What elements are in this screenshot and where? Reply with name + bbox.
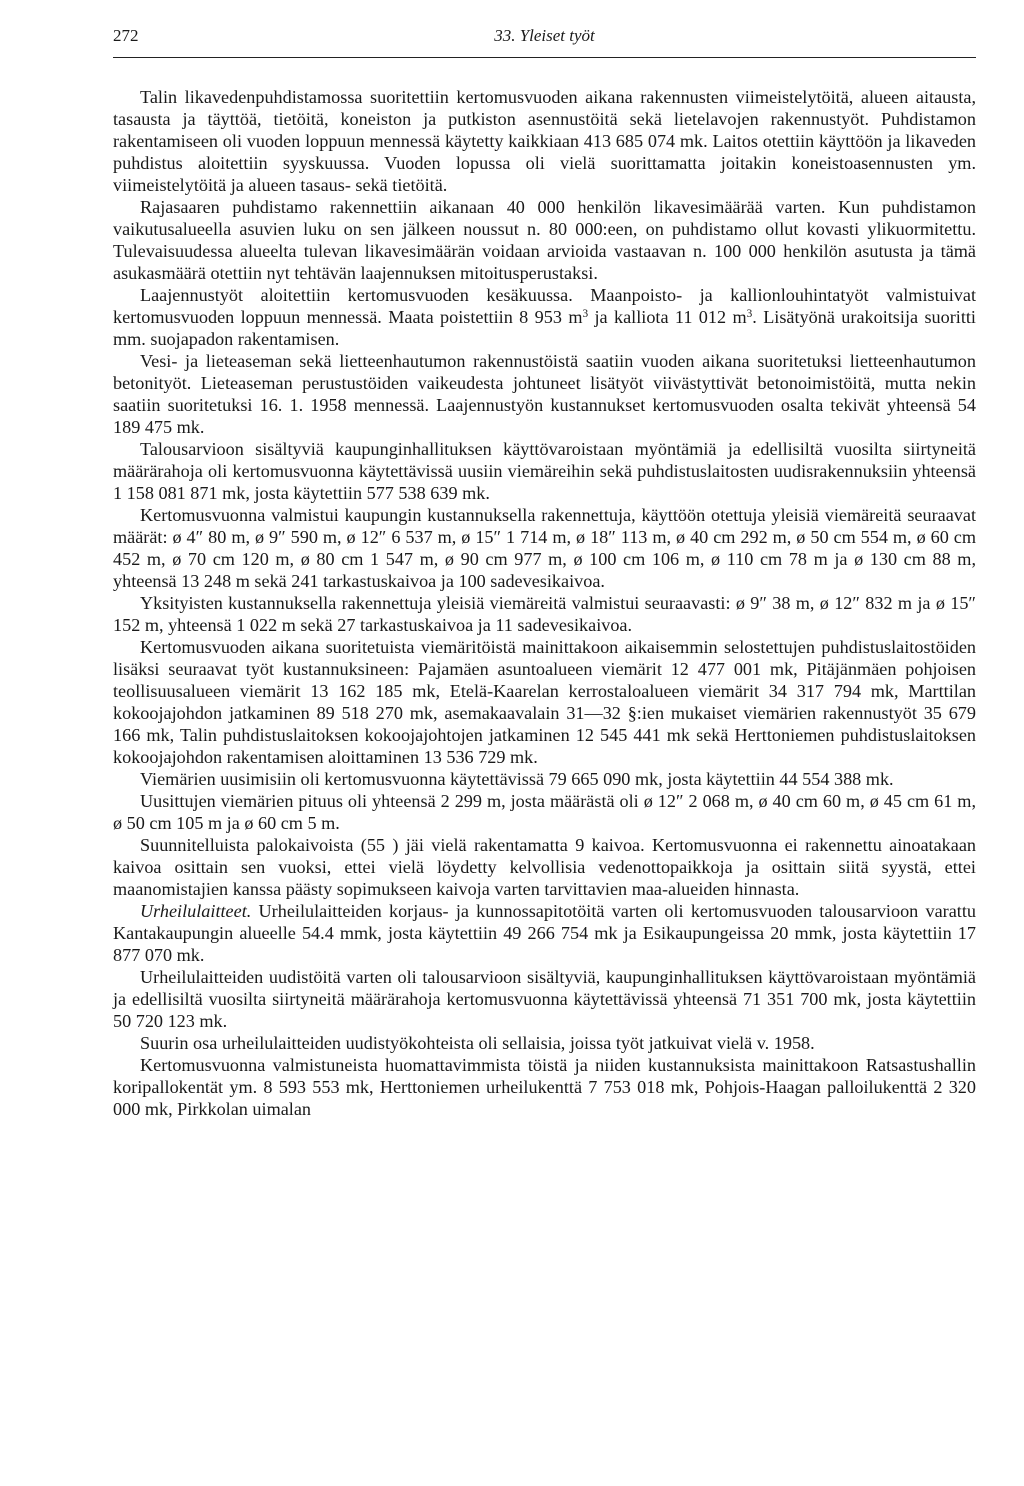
paragraph-extension-works	[113, 284, 976, 350]
paragraph-sports-facilities	[113, 900, 976, 966]
paragraph-sewer-renewals: Viemärien uusimisiin oli kertomusvuonna käytettävissä 79 665 090 mk, josta käytettiin 44 554 388 mk.	[140, 769, 894, 789]
paragraph-tali-plant: Talin likavedenpuhdistamossa suoritettiin kertomusvuoden aikana rakennusten viimeistelytöitä, alueen aitausta, tasausta ja täyttöä, tietöitä, koneiston ja putkiston asennustöitä sekä lietelavojen rakennustyöt. Puhdistamon rakentamiseen oli vuoden loppuun mennessä käytetty kaikkiaan 413 685 074 mk. Laitos otettiin käyttöön ja likaveden puhdistus aloitettiin syyskuussa. Vuoden lopussa oli vielä suorittamatta joitakin koneistoasennusten ym. viimeistelytöitä ja alueen tasaus- sekä tietöitä.	[113, 87, 976, 195]
page-header	[113, 26, 976, 50]
running-title: 33. Yleiset työt	[494, 26, 595, 45]
paragraph-fire-wells: Suunnitelluista palokaivoista (55 ) jäi vielä rakentamatta 9 kaivoa. Kertomusvuonna ei rakennettu ainoatakaan kaivoa osittain sen vuoksi, ettei vielä löydetty kelvollisia vedenottopaikkoja ja osittain siitä syystä, ettei maanomistajien kanssa päästy sopimukseen kaivoja varten tarvittavien maa-alueiden hinnasta.	[113, 835, 976, 899]
paragraph-budget: Talousarvioon sisältyviä kaupunginhallituksen käyttövaroistaan myöntämiä ja edellisiltä vuosilta siirtyneitä määrärahoja oli kertomusvuonna käytettävissä uusiin viemäreihin sekä puhdistuslaitosten uudisrakennuksiin yhteensä 1 158 081 871 mk, josta käytettiin 577 538 639 mk.	[113, 439, 976, 503]
paragraph-sludge-station: Vesi- ja lieteaseman sekä lietteenhautumon rakennustöistä saatiin vuoden aikana suoritetuksi lietteenhautumon betonityöt. Lieteaseman perustustöiden vaikeudesta johtuneet lisätyöt viivästyttivät betonoimistöitä, mutta nekin saatiin suoritetuksi 16. 1. 1958 mennessä. Laajennustyön kustannukset kertomusvuoden osalta tekivät yhteensä 54 189 475 mk.	[113, 351, 976, 437]
paragraph-sewer-works: Kertomusvuoden aikana suoritetuista viemäritöistä mainittakoon aikaisemmin selostettujen puhdistuslaitostöiden lisäksi seuraavat työt kustannuksineen: Pajamäen asuntoalueen viemärit 12 477 001 mk, Pitäjänmäen pohjoisen teollisuusalueen viemärit 13 162 185 mk, Etelä-Kaarelan kerrostaloalueen viemärit 34 317 794 mk, Marttilan kokoojajohdon jatkaminen 89 518 270 mk, asemakaavalain 31—32 §:ien mukaiset viemärien rakennustyöt 35 679 166 mk, Talin puhdistuslaitoksen kokoojajohtojen jatkaminen 12 545 441 mk sekä Herttoniemen puhdistuslaitoksen kokoojajohdon rakentamisen aloittaminen 13 536 729 mk.	[113, 637, 976, 767]
header-rule	[113, 57, 976, 58]
superscript: 3	[582, 307, 589, 320]
paragraph-completed-works: Kertomusvuonna valmistuneista huomattavimmista töistä ja niiden kustannuksista mainittakoon Ratsastushallin koripallokentät ym. 8 593 553 mk, Herttoniemen urheilukenttä 7 753 018 mk, Pohjois-Haagan palloilukenttä 2 320 000 mk, Pirkkolan uimalan	[113, 1055, 976, 1119]
paragraph-continuing-works: Suurin osa urheilulaitteiden uudistyökohteista oli sellaisia, joissa työt jatkuivat vielä v. 1958.	[140, 1033, 815, 1053]
page-number: 272	[113, 26, 139, 45]
paragraph-private-sewers: Yksityisten kustannuksella rakennettuja yleisiä viemäreitä valmistui seuraavasti: ø 9″ 38 m, ø 12″ 832 m ja ø 15″ 152 m, yhteensä 1 022 m sekä 27 tarkastuskaivoa ja 11 sadevesikaivoa.	[113, 593, 976, 635]
superscript: 3	[746, 307, 753, 320]
text-run: . Lisätyönä urakoitsija suoritti mm. suojapadon rakentamisen.	[113, 307, 976, 349]
paragraph-renewed-length: Uusittujen viemärien pituus oli yhteensä 2 299 m, josta määrästä oli ø 12″ 2 068 m, ø 40 cm 60 m, ø 45 cm 61 m, ø 50 cm 105 m ja ø 60 cm 5 m.	[113, 791, 976, 833]
paragraph-city-sewers: Kertomusvuonna valmistui kaupungin kustannuksella rakennettuja, käyttöön otettuja yleisiä viemäreitä seuraavat määrät: ø 4″ 80 m, ø 9″ 590 m, ø 12″ 6 537 m, ø 15″ 1 714 m, ø 18″ 113 m, ø 40 cm 292 m, ø 50 cm 554 m, ø 60 cm 452 m, ø 70 cm 120 m, ø 80 cm 1 547 m, ø 90 cm 977 m, ø 100 cm 106 m, ø 110 cm 78 m ja ø 130 cm 88 m, yhteensä 13 248 m sekä 241 tarkastuskaivoa ja 100 sadevesikaivoa.	[113, 505, 976, 591]
text-run: Laajennustyöt aloitettiin kertomusvuoden kesäkuussa. Maanpoisto- ja kallionlouhintatyöt valmistuivat kertomusvuoden loppuun mennessä. Maata poistettiin 8 953 m	[113, 285, 976, 327]
paragraph-sports-new-works: Urheilulaitteiden uudistöitä varten oli talousarvioon sisältyviä, kaupunginhallituksen käyttövaroistaan myöntämiä ja edellisiltä vuosilta siirtyneitä määrärahoja kertomusvuonna käytettävissä yhteensä 71 351 700 mk, josta käytettiin 50 720 123 mk.	[113, 967, 976, 1031]
body-text	[113, 86, 976, 1120]
text-run: ja kalliota 11 012 m	[588, 307, 747, 327]
section-heading: Urheilulaitteet.	[140, 901, 252, 921]
paragraph-rajasaari-plant: Rajasaaren puhdistamo rakennettiin aikanaan 40 000 henkilön likavesimäärää varten. Kun puhdistamon vaikutusalueella asuvien luku on sen jälkeen noussut n. 80 000:een, on puhdistamo ollut kovasti ylikuormitettu. Tulevaisuudessa alueelta tulevan likavesimäärän voidaan arvioida vastaavan n. 100 000 henkilön asutusta ja tämä asukasmäärä otettiin nyt tehtävän laajennuksen mitoitusperustaksi.	[113, 197, 976, 283]
text-run: Urheilulaitteiden korjaus- ja kunnossapitotöitä varten oli kertomusvuoden talousarvioon varattu Kantakaupungin alueelle 54.4 mmk, josta käytettiin 49 266 754 mk ja Esikaupungeissa 20 mmk, josta käytettiin 17 877 070 mk.	[113, 901, 976, 965]
